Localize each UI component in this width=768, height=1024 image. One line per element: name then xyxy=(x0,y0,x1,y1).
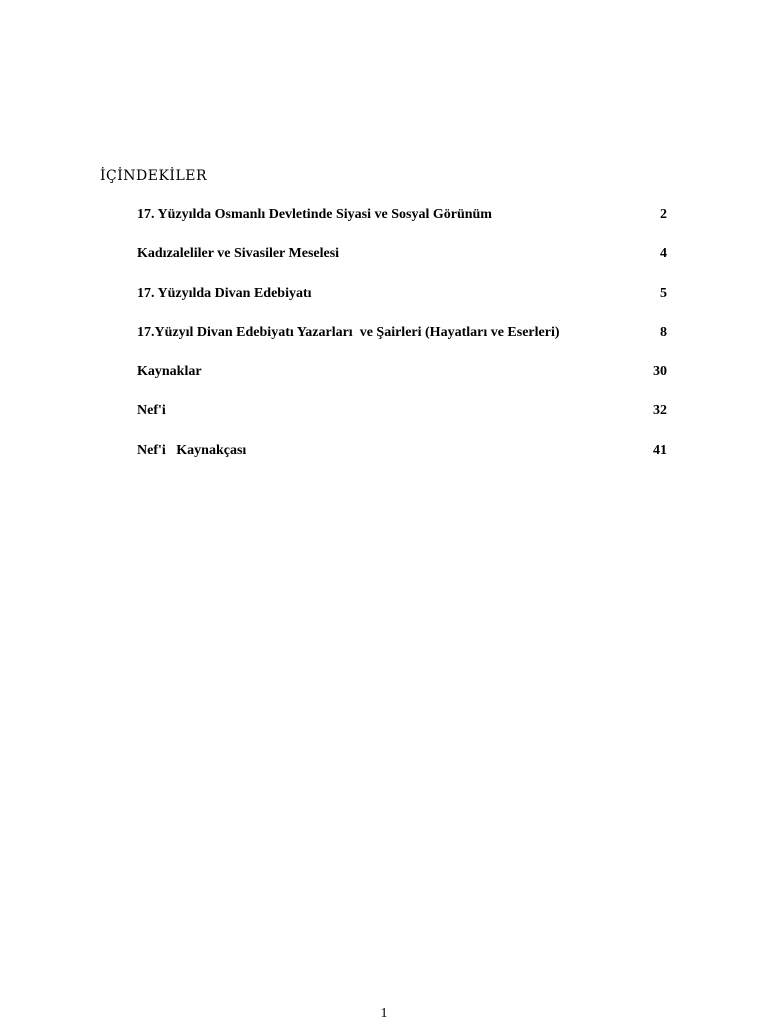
page-number: 1 xyxy=(380,1006,388,1021)
toc-entry-text: Kadızaleliler ve Sivasiler Meselesi xyxy=(137,246,340,262)
toc-entry[interactable] xyxy=(137,246,667,285)
toc-entry[interactable] xyxy=(137,207,667,246)
toc-entry-text: Kaynaklar xyxy=(137,364,202,380)
toc-entry-text: 17. Yüzyılda Osmanlı Devletinde Siyasi ve Sosyal Görünüm xyxy=(137,207,492,222)
toc-entry-page: 4 xyxy=(660,246,667,262)
toc-entry-text: Nef'i Kaynakçası xyxy=(137,442,247,458)
toc-entry-page: 2 xyxy=(660,207,667,222)
table-of-contents xyxy=(137,207,667,482)
toc-entry-page: 41 xyxy=(653,442,667,458)
toc-entry-page: 5 xyxy=(660,285,667,301)
toc-entry[interactable] xyxy=(137,403,667,442)
toc-entry[interactable] xyxy=(137,325,667,364)
toc-entry-text: 17. Yüzyılda Divan Edebiyatı xyxy=(137,285,312,301)
toc-entry-text: 17.Yüzyıl Divan Edebiyatı Yazarları ve Şairleri (Hayatları ve Eserleri) xyxy=(137,324,560,340)
toc-title: İÇİNDEKİLER xyxy=(100,168,208,184)
toc-entry[interactable] xyxy=(137,364,667,403)
toc-entry[interactable] xyxy=(137,443,667,482)
toc-entry-page: 32 xyxy=(653,403,667,419)
toc-entry[interactable] xyxy=(137,286,667,325)
toc-entry-page: 8 xyxy=(660,324,667,340)
toc-entry-text: Nef'i xyxy=(137,403,166,419)
toc-entry-page: 30 xyxy=(653,364,667,380)
